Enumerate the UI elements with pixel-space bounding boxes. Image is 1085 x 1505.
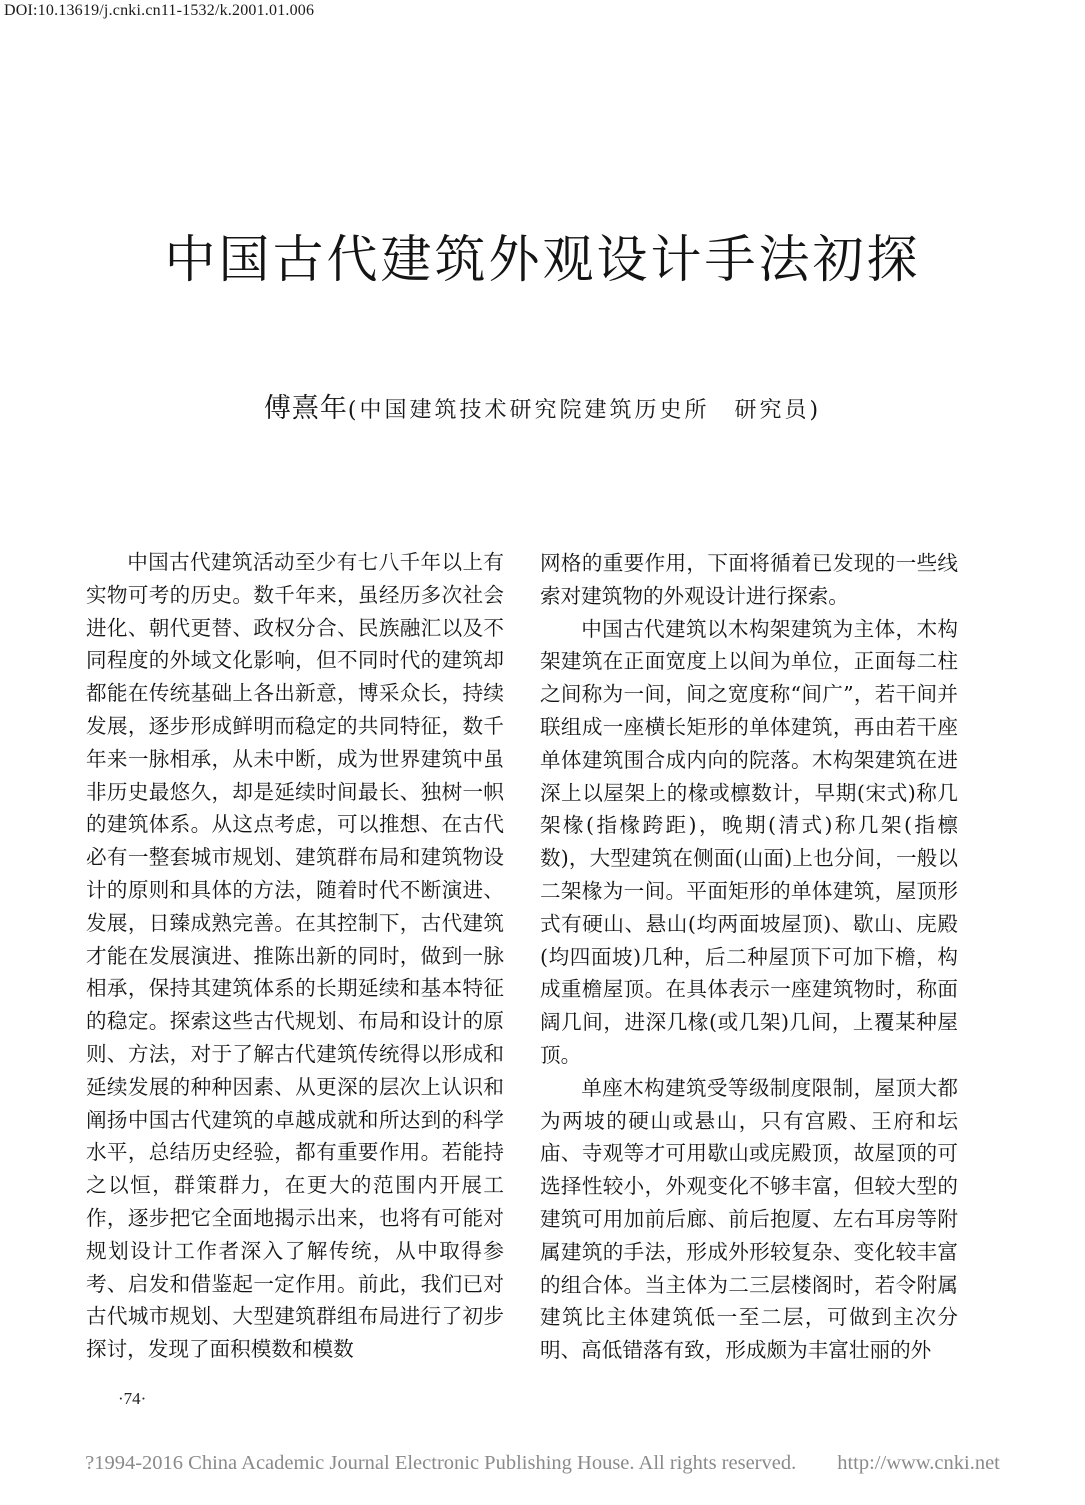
page-number: ·74· (118, 1389, 147, 1408)
body-paragraph: 网格的重要作用，下面将循着已发现的一些线索对建筑物的外观设计进行探索。 (540, 551, 958, 608)
article-title: 中国古代建筑外观设计手法初探 (164, 231, 921, 290)
body-paragraph: 中国古代建筑以木构架建筑为主体，木构架建筑在正面宽度上以间为单位，正面每二柱之间称为一间，间之宽度称“间广”，若干间并联组成一座横长矩形的单体建筑，再由若干座单体建筑围合成内向的院落。木构架建筑在进深上以屋架上的椽或檩数计，早期(宋式)称几架椽(指椽跨距)，晚期(清式)称几架(指檩数)，大型建筑在侧面(山面)上也分间，一般以二架椽为一间。平面矩形的单体建筑，屋顶形式有硬山、悬山(均两面坡屋顶)、歇山、庑殿(均四面坡)几种，后二种屋顶下可加下檐，构成重檐屋顶。在具体表示一座建筑物时，称面阔几间，进深几椽(或几架)几间，上覆某种屋顶。 (540, 616, 958, 1067)
body-column-left (86, 546, 504, 1366)
body-column-right (540, 547, 958, 1367)
copyright-footer: ?1994-2016 China Academic Journal Electronic Publishing House. All rights reserved. http://www.cnki.net (85, 1452, 1000, 1474)
body-paragraph: 单座木构建筑受等级制度限制，屋顶大都为两坡的硬山或悬山，只有宫殿、王府和坛庙、寺观等才可用歇山或庑殿顶，故屋顶的可选择性较小，外观变化不够丰富，但较大型的建筑可用加前后廊、前后抱厦、左右耳房等附属建筑的手法，形成外形较复杂、变化较丰富的组合体。当主体为二三层楼阁时，若令附属建筑比主体建筑低一至二层，可做到主次分明、高低错落有致，形成颇为丰富壮丽的外 (540, 1075, 958, 1363)
byline (0, 386, 1085, 425)
doi-line: DOI:10.13619/j.cnki.cn11-1532/k.2001.01.006 (4, 2, 315, 19)
author-name: 傅熹年 (263, 393, 348, 424)
author-affiliation: (中国建筑技术研究院建筑历史所 研究员) (347, 398, 822, 423)
body-paragraph: 中国古代建筑活动至少有七八千年以上有实物可考的历史。数千年来，虽经历多次社会进化、朝代更替、政权分合、民族融汇以及不同程度的外域文化影响，但不同时代的建筑却都能在传统基础上各出新意，博采众长，持续发展，逐步形成鲜明而稳定的共同特征，数千年来一脉相承，从未中断，成为世界建筑中虽非历史最悠久，却是延续时间最长、独树一帜的建筑体系。从这点考虑，可以推想、在古代必有一整套城市规划、建筑群布局和建筑物设计的原则和具体的方法，随着时代不断演进、发展，日臻成熟完善。在其控制下，古代建筑才能在发展演进、推陈出新的同时，做到一脉相承，保持其建筑体系的长期延续和基本特征的稳定。探索这些古代规划、布局和设计的原则、方法，对于了解古代建筑传统得以形成和延续发展的种种因素、从更深的层次上认识和阐扬中国古代建筑的卓越成就和所达到的科学水平，总结历史经验，都有重要作用。若能持之以恒，群策群力，在更大的范围内开展工作，逐步把它全面地揭示出来，也将有可能对规划设计工作者深入了解传统，从中取得参考、启发和借鉴起一定作用。前此，我们已对古代城市规划、大型建筑群组布局进行了初步探讨，发现了面积模数和模数 (86, 550, 504, 1362)
